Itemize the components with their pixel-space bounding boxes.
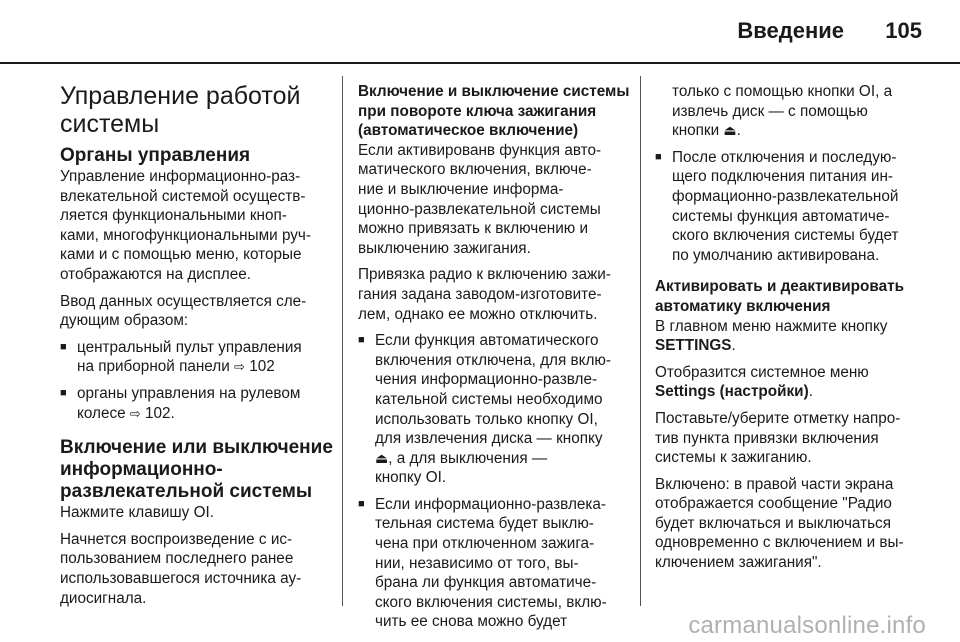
subheading-controls: Органы управления [60,145,251,166]
page-ref-arrow-icon: ⇨ [129,405,141,421]
bullet-list [655,148,940,266]
paragraph-continuation: только с помощью кнопки OI, а извлечь диск — с помощью кнопки ⏏. [672,83,893,140]
list-item: ■ Если функция автоматического включения отключена, для вклю- чения информационно-развле- кательной системы необходимо использовать только кнопку OI, для извлечения диска — кнопку ⏏, а для выключения — кнопку OI. [358,331,634,488]
paragraph: Начнется воспроизведение с ис- пользованием последнего ранее использовавшегося источника ау- диосигнала. [60,530,302,607]
list-item: ■ После отключения и последую- щего подключения питания ин- формационно-развлекательной системы функция автоматиче- ского включения системы будет по умолчанию активирована. [655,148,940,266]
page-ref-arrow-icon: ⇨ [234,359,245,375]
bullet-list [358,331,634,632]
paragraph: В главном меню нажмите кнопку SETTINGS. [655,317,888,355]
list-item: ■ органы управления на рулевом колесе ⇨ 102. [60,384,335,423]
watermark: carmanualsonline.info [688,612,926,639]
paragraph: Отобразится системное меню Settings (настройки). [655,363,869,401]
page-number: 105 [885,18,922,43]
eject-icon: ⏏ [723,122,737,139]
column-3 [655,82,940,580]
eject-icon: ⏏ [375,449,389,466]
section-title: Управление работой системы [60,82,301,138]
page-header [0,0,960,62]
paragraph: Управление информационно-раз- влекательной системой осуществ- ляется функциональными кноп- ками, многофункциональными руч- ками и с помощью меню, которые отображаются на дисплее. [60,168,311,283]
paragraph: Поставьте/уберите отметку напро- тив пункта привязки включения системы к зажиганию. [655,409,901,467]
column-1 [60,82,335,615]
paragraph: Привязка радио к включению зажи- гания задана заводом-изготовите- лем, однако ее можно отключить. [358,266,611,323]
subheading-auto-on: Включение и выключение системы при повороте ключа зажигания (автоматическое включение) [358,83,630,140]
subheading-auto-toggle: Активировать и деактивировать автоматику включения [655,278,904,315]
header-rule [0,62,960,64]
paragraph: Нажмите клавишу OI. [60,504,214,522]
bullet-list [60,338,335,423]
column-divider-1 [342,76,343,606]
paragraph: Если активированв функция авто- матического включения, включе- ние и выключение информа- ционно-развлекательной системы можно привязать к включению и выключению зажигания. [358,141,602,257]
list-item: ■ центральный пульт управления на приборной панели ⇨ 102 [60,338,335,377]
settings-menu-label: Settings (настройки) [655,383,809,401]
settings-button-label: SETTINGS [655,337,732,355]
header-title: Введение [737,18,844,43]
paragraph: Включено: в правой части экрана отображается сообщение "Радио будет включаться и выключаться одновременно с включением и вы- ключением зажигания". [655,475,904,572]
column-2 [358,82,634,639]
subheading-power: Включение или выключение информационно- развлекательной системы [60,437,333,503]
paragraph: Ввод данных осуществляется сле- дующим образом: [60,292,307,330]
list-item: ■ Если информационно-развлека- тельная система будет выклю- чена при отключенном зажига- нии, независимо от того, вы- брана ли функция автоматиче- ского включения системы, вклю- чить ее снова можно будет [358,495,634,632]
column-divider-2 [640,76,641,606]
